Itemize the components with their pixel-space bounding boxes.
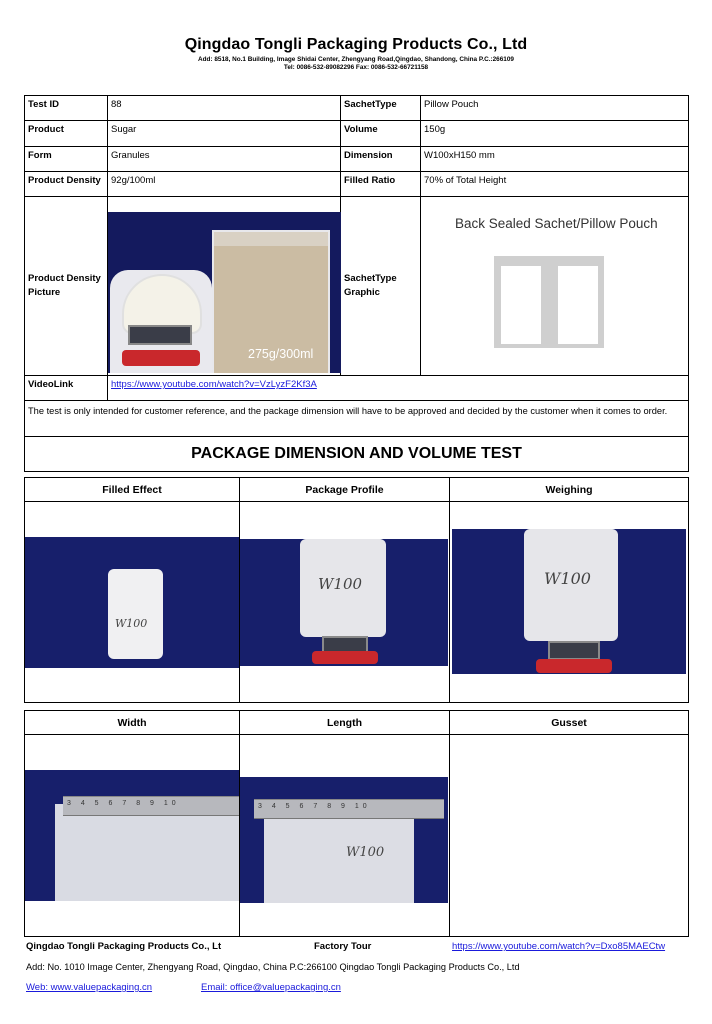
length-photo: [240, 777, 448, 903]
density-photo-caption: 275g/300ml: [248, 347, 314, 361]
length-heading: Length: [240, 711, 449, 735]
video-link[interactable]: https://www.youtube.com/watch?v=VzLyzF2Kf3A: [111, 379, 317, 390]
density-picture-label: Product Density Picture: [25, 197, 108, 376]
density-value: 92g/100ml: [108, 172, 341, 197]
product-label: Product: [25, 121, 108, 147]
weighing-photo: [452, 529, 686, 674]
filled-effect-photo: [25, 537, 239, 668]
section-title: PACKAGE DIMENSION AND VOLUME TEST: [191, 445, 522, 462]
length-ruler: [254, 799, 444, 819]
test-photo-gallery: [24, 477, 689, 937]
header-tel: Tel: 0086-532-89082296 Fax: 0086-532-66721158: [283, 64, 429, 71]
kitchen-scale: [110, 270, 212, 373]
factory-tour-link[interactable]: https://www.youtube.com/watch?v=Dxo85MAECtw: [452, 941, 666, 952]
width-bag: [55, 804, 239, 901]
disclaimer-note: The test is only intended for customer reference, and the package dimension will have to be approved and decided by the customer when it comes to order.: [28, 406, 668, 416]
info-table: [24, 95, 689, 437]
sachet-type-label: SachetType: [341, 96, 421, 121]
footer-web-wrap: [26, 982, 152, 993]
section-title-box: [24, 437, 689, 472]
filled-bag: [108, 569, 163, 659]
video-link-cell: [108, 376, 688, 401]
filled-effect-heading: Filled Effect: [25, 478, 239, 502]
width-photo: [25, 770, 239, 901]
pillow-pouch-diagram: [421, 196, 686, 356]
scale-base: [122, 350, 200, 366]
footer-factory-link-wrap: [452, 941, 665, 952]
package-profile-heading: Package Profile: [240, 478, 449, 502]
density-photo: [108, 212, 341, 373]
volume-value: 150g: [421, 121, 688, 147]
dimension-value: W100xH150 mm: [421, 147, 688, 172]
gusset-heading: Gusset: [450, 711, 688, 735]
sachet-type-value: Pillow Pouch: [421, 96, 688, 121]
weighing-scale-base: [536, 659, 612, 673]
video-link-label: VideoLink: [25, 376, 108, 401]
sachet-graphic-title: Back Sealed Sachet/Pillow Pouch: [455, 216, 658, 231]
form-value: Granules: [108, 147, 341, 172]
filled-ratio-label: Filled Ratio: [341, 172, 421, 197]
test-id-label: Test ID: [25, 96, 108, 121]
product-value: Sugar: [108, 121, 341, 147]
header-address: Add: 8518, No.1 Building, Image Shidai Center, Zhengyang Road,Qingdao, Shandong, China P.C.:266109: [198, 56, 514, 63]
test-id-value: 88: [108, 96, 341, 121]
filled-ratio-value: 70% of Total Height: [421, 172, 688, 197]
width-ruler: [63, 796, 239, 816]
footer-email-wrap: [201, 982, 341, 993]
profile-bag-mark: W100: [318, 575, 363, 593]
profile-scale-base: [312, 651, 378, 664]
footer-company: Qingdao Tongli Packaging Products Co., Lt: [26, 941, 222, 952]
pouch-panel-right: [558, 266, 598, 344]
website-link[interactable]: Web: www.valuepackaging.cn: [26, 982, 153, 993]
footer-factory-tour: Factory Tour: [314, 941, 372, 952]
volume-label: Volume: [341, 121, 421, 147]
density-label: Product Density: [25, 172, 108, 197]
gusset-panel: [449, 710, 689, 937]
company-title: Qingdao Tongli Packaging Products Co., Ltd: [184, 36, 528, 53]
scale-display: [128, 325, 192, 345]
weighing-bag-mark: W100: [544, 569, 591, 588]
dimension-label: Dimension: [341, 147, 421, 172]
bag-mark: W100: [115, 617, 148, 630]
package-profile-photo: [240, 539, 448, 666]
width-ruler-ticks: 3 4 5 6 7 8 9 10: [67, 800, 180, 807]
weighing-scale-display: [548, 641, 600, 660]
length-ruler-ticks: 3 4 5 6 7 8 9 10: [258, 803, 371, 810]
sachet-graphic-label: SachetType Graphic: [341, 197, 421, 376]
pouch-panel-left: [501, 266, 541, 344]
form-label: Form: [25, 147, 108, 172]
document-header: [0, 36, 712, 71]
email-link[interactable]: Email: office@valuepackaging.cn: [201, 982, 341, 993]
width-heading: Width: [25, 711, 239, 735]
length-bag-mark: W100: [346, 845, 385, 860]
weighing-heading: Weighing: [450, 478, 688, 502]
footer-address: Add: No. 1010 Image Center, Zhengyang Road, Qingdao, China P.C:266100 Qingdao Tongli Packaging Products Co., Ltd: [26, 962, 520, 972]
